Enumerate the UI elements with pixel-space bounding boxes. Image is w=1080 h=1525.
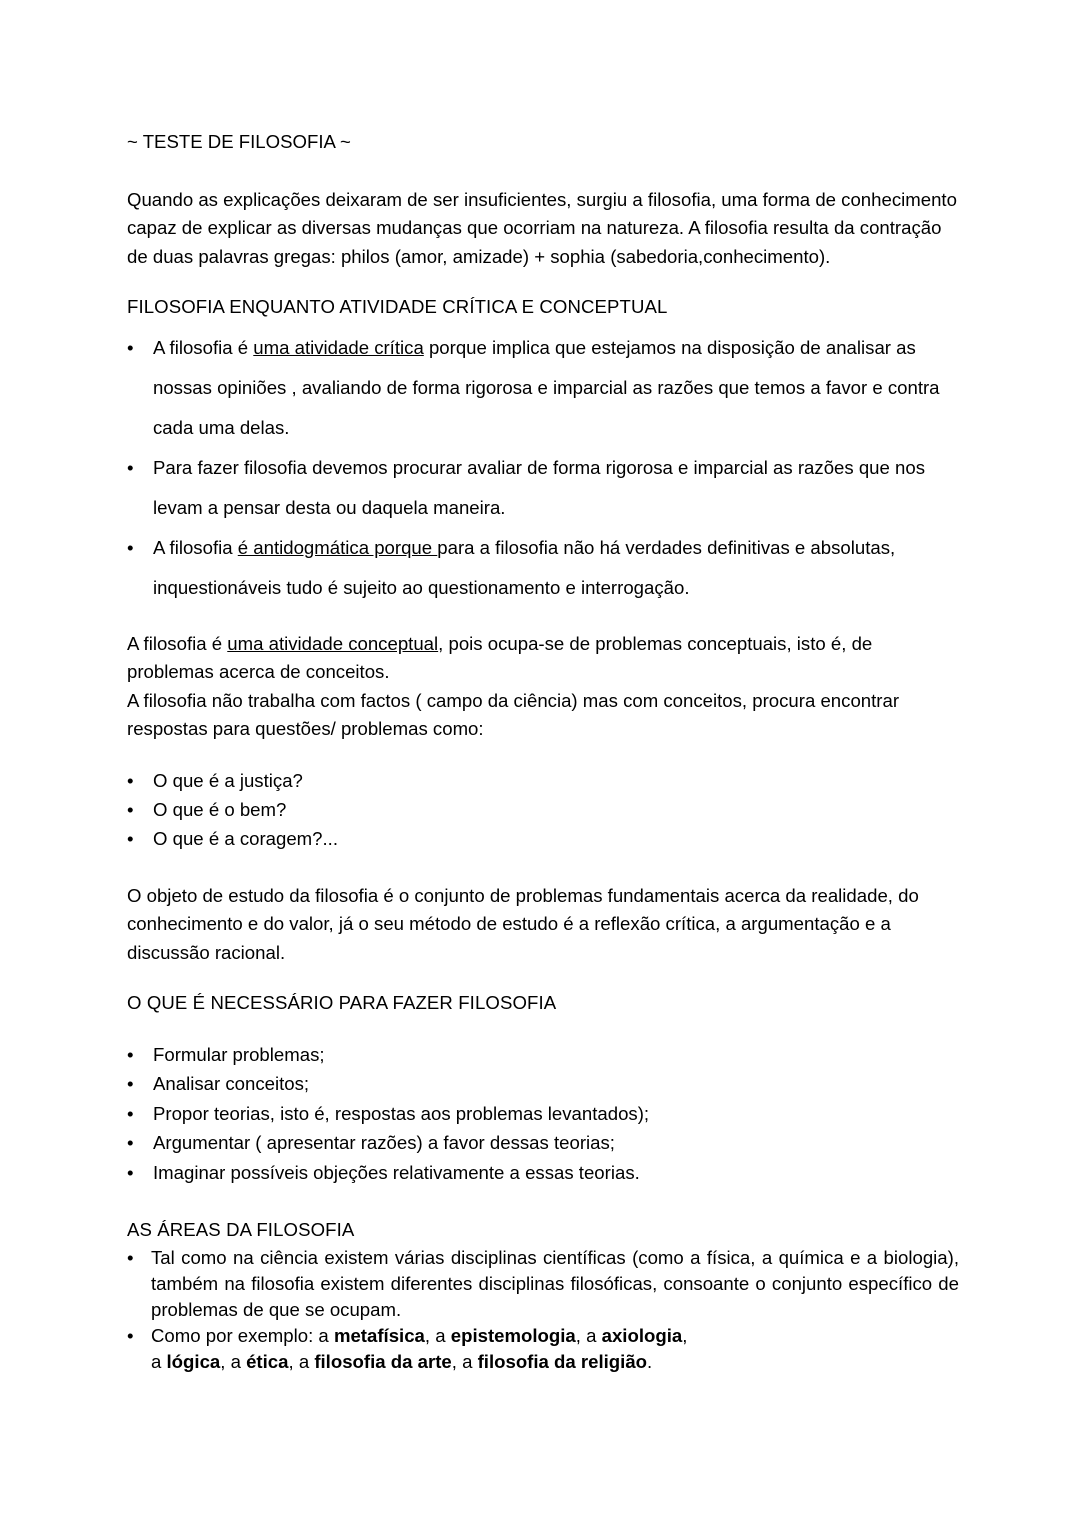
objeto-paragraph: O objeto de estudo da filosofia é o conjunto de problemas fundamentais acerca da realidade, do conhecimento e do valor, já o seu método de estudo é a reflexão crítica, a argumentação e a discussão racional.	[127, 884, 924, 963]
spacer	[127, 853, 959, 882]
bullet-text-underlined: uma atividade crítica	[253, 336, 424, 358]
spacer	[127, 744, 959, 766]
separator: , a	[451, 1350, 478, 1372]
requirement-text: Argumentar ( apresentar razões) a favor dessas teorias;	[153, 1132, 615, 1153]
area-text: Tal como na ciência existem várias disciplinas científicas (como a física, a química e a biologia), também na filosofia existem diferentes disciplinas filosóficas, consoante o conjunto específico de problemas de que se ocupam.	[151, 1246, 959, 1320]
document-content	[127, 128, 963, 1375]
section-heading-necessario: O QUE É NECESSÁRIO PARA FAZER FILOSOFIA	[127, 992, 557, 1013]
bullet-icon: •	[127, 536, 134, 558]
conceptual-prefix: A filosofia é	[127, 632, 228, 654]
bullet-list-questions	[127, 766, 959, 853]
separator: .	[647, 1350, 653, 1372]
factos-paragraph: A filosofia não trabalha com factos ( campo da ciência) mas com conceitos, procura encontrar respostas para questões/ problemas como:	[127, 689, 905, 739]
list-item	[127, 1245, 959, 1323]
bullet-text-prefix: A filosofia	[153, 536, 238, 558]
question-text: O que é a justiça?	[153, 769, 303, 791]
separator: ,	[682, 1324, 688, 1346]
discipline-axiologia: axiologia	[601, 1324, 683, 1346]
spacer	[127, 1018, 959, 1040]
question-text: O que é o bem?	[153, 798, 287, 820]
list-item	[127, 448, 959, 528]
list-item	[127, 1323, 959, 1375]
conceptual-suffix: , pois ocupa-se de problemas conceptuais, isto é, de problemas acerca de conceitos.	[127, 632, 878, 682]
bullet-icon: •	[127, 1043, 134, 1065]
requirement-text: Imaginar possíveis objeções relativamente a essas teorias.	[153, 1161, 640, 1183]
list-item	[127, 528, 959, 608]
bullet-icon: •	[127, 1102, 134, 1124]
spacer	[127, 157, 959, 186]
bullet-text-prefix: Para fazer filosofia devemos procurar avaliar de forma rigorosa e imparcial as razões que nos levam a pensar desta ou daquela maneira.	[153, 456, 926, 518]
list-item	[127, 824, 959, 853]
bullet-icon: •	[127, 769, 134, 791]
spacer	[127, 967, 959, 989]
bullet-list-areas	[127, 1245, 959, 1375]
requirement-text: Propor teorias, isto é, respostas aos problemas levantados);	[153, 1102, 650, 1124]
list-item	[127, 766, 959, 795]
intro-paragraph: Quando as explicações deixaram de ser insuficientes, surgiu a filosofia, uma forma de conhecimento capaz de explicar as diversas mudanças que ocorriam na natureza. A filosofia resulta da contração de duas palavras gregas: philos (amor, amizade) + sophia (sabedoria,conhecimento).	[127, 188, 963, 267]
discipline-filosofia-da-religiao: filosofia da religião	[477, 1350, 648, 1372]
discipline-filosofia-da-arte: filosofia da arte	[314, 1350, 452, 1372]
list-item	[127, 1069, 959, 1099]
bullet-list-necessario	[127, 1040, 959, 1188]
bullet-text-prefix: A filosofia é	[153, 336, 254, 358]
bullet-list-critica	[127, 328, 959, 608]
bullet-icon: •	[127, 1073, 134, 1094]
list-item	[127, 1158, 959, 1188]
discipline-epistemologia: epistemologia	[450, 1324, 576, 1346]
separator: , a	[424, 1324, 451, 1346]
bullet-text-suffix: para a filosofia não há verdades definitivas e absolutas, inquestionáveis tudo é sujeito ao questionamento e interrogação.	[153, 536, 896, 598]
list-item	[127, 795, 959, 824]
example-line2-lead: a	[151, 1350, 167, 1372]
bullet-icon: •	[127, 1324, 134, 1346]
spacer	[127, 608, 959, 630]
section-heading-areas: AS ÁREAS DA FILOSOFIA	[127, 1219, 355, 1240]
list-item	[127, 328, 959, 448]
bullet-text-underlined: é antidogmática porque	[237, 536, 438, 558]
spacer	[127, 271, 959, 293]
bullet-icon: •	[127, 1161, 134, 1183]
separator: , a	[220, 1350, 247, 1372]
example-lead: Como por exemplo: a	[151, 1324, 334, 1346]
list-item	[127, 1099, 959, 1129]
bullet-icon: •	[127, 827, 134, 849]
requirement-text: Analisar conceitos;	[153, 1073, 310, 1094]
discipline-metafisica: metafísica	[333, 1324, 425, 1346]
bullet-icon: •	[127, 336, 134, 358]
list-item	[127, 1128, 959, 1158]
bullet-text-suffix: porque implica que estejamos na disposição de analisar as nossas opiniões , avaliando de forma rigorosa e imparcial as razões que temos a favor e contra cada uma delas.	[153, 336, 940, 438]
bullet-icon: •	[127, 798, 134, 820]
spacer	[127, 1187, 959, 1216]
discipline-logica: lógica	[166, 1350, 221, 1372]
separator: , a	[575, 1324, 602, 1346]
bullet-icon: •	[127, 1132, 134, 1153]
conceptual-underlined: uma atividade conceptual	[227, 632, 439, 654]
section-heading-critica: FILOSOFIA ENQUANTO ATIVIDADE CRÍTICA E CONCEPTUAL	[127, 296, 668, 317]
list-item	[127, 1040, 959, 1070]
discipline-etica: ética	[246, 1350, 289, 1372]
bullet-icon: •	[127, 1246, 134, 1268]
conceptual-paragraph	[127, 630, 959, 687]
question-text: O que é a coragem?...	[153, 827, 339, 849]
separator: , a	[288, 1350, 315, 1372]
requirement-text: Formular problemas;	[153, 1043, 325, 1065]
bullet-icon: •	[127, 456, 134, 478]
page-title: ~ TESTE DE FILOSOFIA ~	[127, 131, 351, 152]
